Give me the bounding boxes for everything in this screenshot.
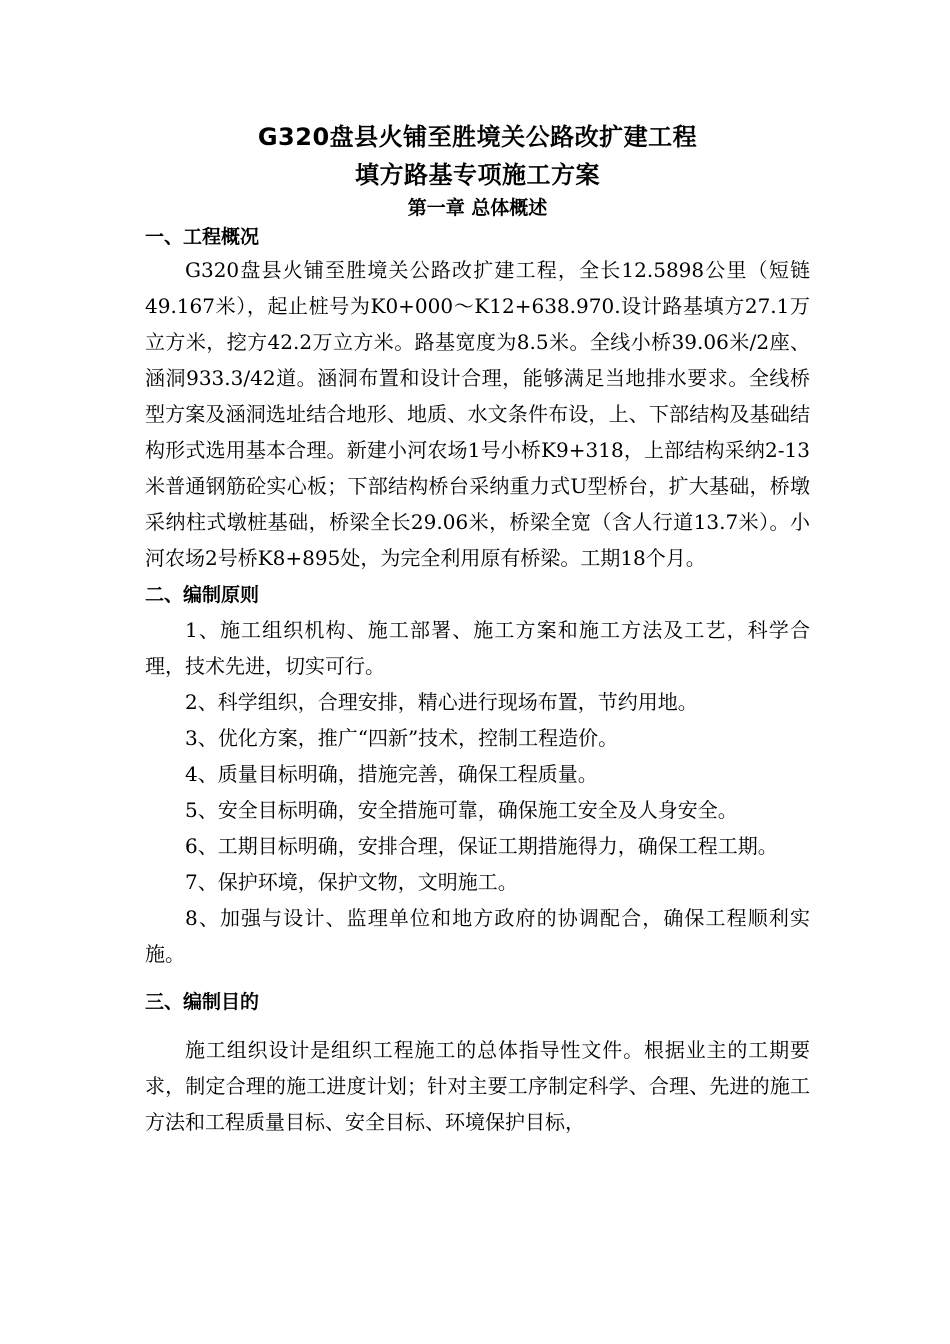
principle-item: 6、工期目标明确，安排合理，保证工期措施得力，确保工程工期。 bbox=[185, 834, 778, 858]
principle-item: 5、安全目标明确，安全措施可靠，确保施工安全及人身安全。 bbox=[185, 798, 738, 822]
document-title: G320盘县火铺至胜境关公路改扩建工程 bbox=[257, 123, 698, 151]
section-heading: 一、工程概况 bbox=[145, 226, 260, 248]
principle-item: 1、施工组织机构、施工部署、施工方案和施工方法及工艺，科学合理，技术先进，切实可行。 bbox=[145, 618, 810, 678]
section-heading: 二、编制原则 bbox=[145, 584, 260, 606]
principle-item: 7、保护环境，保护文物，文明施工。 bbox=[185, 870, 518, 894]
section-heading: 三、编制目的 bbox=[145, 991, 260, 1013]
document-page bbox=[145, 118, 810, 1140]
principle-item: 4、质量目标明确，措施完善，确保工程质量。 bbox=[185, 762, 598, 786]
purpose-paragraph: 施工组织设计是组织工程施工的总体指导性文件。根据业主的工期要求，制定合理的施工进度计划；针对主要工序制定科学、合理、先进的施工方法和工程质量目标、安全目标、环境保护目标， bbox=[145, 1038, 810, 1134]
principle-item: 8、加强与设计、监理单位和地方政府的协调配合，确保工程顺利实施。 bbox=[145, 906, 810, 966]
document-subtitle: 填方路基专项施工方案 bbox=[355, 161, 600, 189]
principle-item: 3、优化方案，推广“四新”技术，控制工程造价。 bbox=[185, 726, 619, 750]
chapter-heading: 第一章 总体概述 bbox=[407, 197, 548, 219]
section-principles bbox=[145, 578, 810, 972]
principle-item: 2、科学组织，合理安排，精心进行现场布置，节约用地。 bbox=[185, 690, 698, 714]
section-overview bbox=[145, 222, 810, 576]
overview-paragraph: G320盘县火铺至胜境关公路改扩建工程，全长12.5898公里（短链49.167米），起止桩号为K0+000～K12+638.970.设计路基填方27.1万立方米，挖方42.2万立方米。路基宽度为8.5米。全线小桥39.06米/2座、涵洞933.3/42道。涵洞布置和设计合理，能够满足当地排水要求。全线桥型方案及涵洞选址结合地形、地质、水文条件布设，上、下部结构及基础结构形式选用基本合理。新建小河农场1号小桥K9+318，上部结构采纳2-13米普通钢筋砼实心板；下部结构桥台采纳重力式U型桥台，扩大基础，桥墩采纳柱式墩桩基础，桥梁全长29.06米，桥梁全宽（含人行道13.7米）。小河农场2号桥K8+895处，为完全利用原有桥梁。工期18个月。 bbox=[145, 258, 810, 570]
section-purpose bbox=[145, 982, 810, 1140]
